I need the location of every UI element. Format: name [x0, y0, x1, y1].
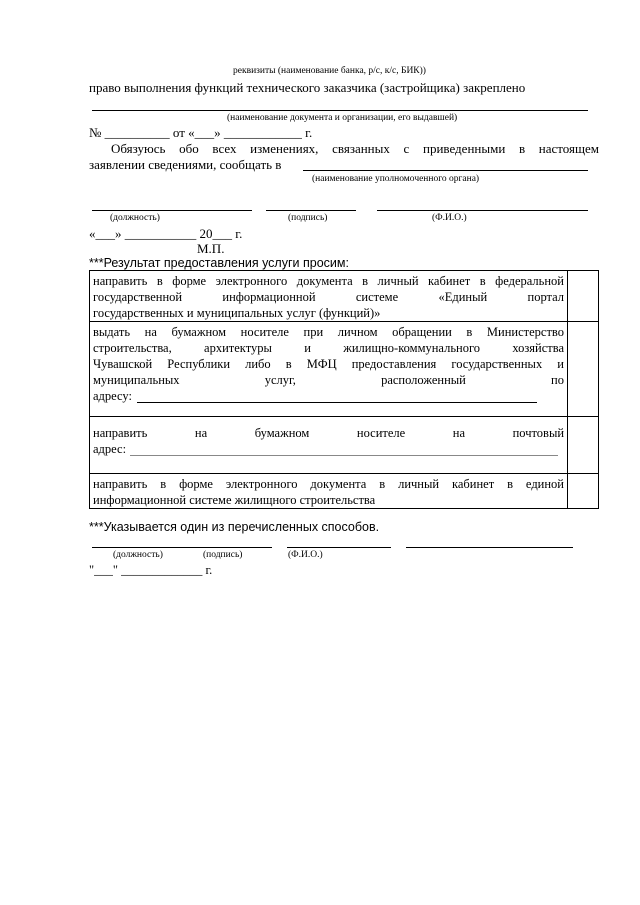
name-field-line-2[interactable]	[406, 547, 573, 548]
signature-caption: (подпись)	[288, 213, 328, 223]
option-text-postal	[90, 417, 568, 474]
postal-address-field-line[interactable]	[130, 455, 558, 456]
option-epgu-line-2: государственной информационной системе «Единый портал	[93, 290, 565, 304]
option-paper-line-3: Чувашской Республики либо в МФЦ предоставления государственных и	[93, 357, 564, 371]
option-eisgs-line-2: информационной системе жилищного строительства	[93, 493, 376, 507]
bank-details-caption: реквизиты (наименование банка, р/с, к/с, БИК))	[233, 66, 426, 76]
obligation-text-1: Обязуюсь обо всех изменениях, связанных с приведенными в настоящем	[111, 141, 599, 156]
option-paper-line-2: строительства, архитектуры и жилищно-коммунального хозяйства	[93, 341, 565, 355]
obligation-line-2: заявлении сведениями, сообщать в	[89, 157, 282, 172]
position-caption: (должность)	[110, 213, 160, 223]
option-row-eisgs	[90, 474, 599, 509]
address-field-line[interactable]	[137, 402, 537, 403]
document-org-caption: (наименование документа и организации, его выдавшей)	[227, 113, 458, 123]
date-line-2[interactable]: "___" _____________ г.	[89, 563, 213, 577]
name-caption-2: (Ф.И.О.)	[288, 550, 323, 560]
document-org-field-line[interactable]	[92, 110, 588, 111]
option-paper-line-4: муниципальных услуг, расположенный по	[93, 373, 564, 387]
authority-field-line[interactable]	[303, 170, 588, 171]
option-checkbox-paper-personal[interactable]	[568, 322, 599, 417]
signature-caption-2: (подпись)	[203, 550, 243, 560]
option-text-epgu	[90, 271, 568, 322]
right-statement: право выполнения функций технического заказчика (застройщика) закреплено	[89, 80, 526, 95]
option-text-paper-personal	[90, 322, 568, 417]
authority-caption: (наименование уполномоченного органа)	[312, 174, 480, 184]
document-number-line[interactable]: № __________ от «___» ____________ г.	[89, 125, 313, 140]
position-field-line[interactable]	[92, 210, 252, 211]
option-paper-line-5	[93, 388, 564, 404]
option-checkbox-eisgs[interactable]	[568, 474, 599, 509]
option-row-postal	[90, 417, 599, 474]
option-checkbox-epgu[interactable]	[568, 271, 599, 322]
option-postal-line-2	[93, 441, 564, 457]
option-paper-line-1: выдать на бумажном носителе при личном обращении в Министерство	[93, 325, 564, 339]
option-epgu-line-1: направить в форме электронного документа в личный кабинет в федеральной	[93, 274, 564, 288]
option-checkbox-postal[interactable]	[568, 417, 599, 474]
option-epgu-line-3: государственных и муниципальных услуг (функций)»	[93, 306, 381, 320]
option-row-epgu	[90, 271, 599, 322]
option-text-eisgs	[90, 474, 568, 509]
position-caption-2: (должность)	[113, 550, 163, 560]
name-field-line[interactable]	[377, 210, 588, 211]
address-label: адресу:	[93, 389, 132, 403]
postal-address-label: адрес:	[93, 442, 127, 456]
signature-field-line-2[interactable]	[287, 547, 391, 548]
option-eisgs-line-1: направить в форме электронного документа в личный кабинет в единой	[93, 477, 564, 491]
signature-field-line[interactable]	[266, 210, 356, 211]
option-row-paper-personal	[90, 322, 599, 417]
stamp-label: М.П.	[197, 241, 225, 256]
footnote: ***Указывается один из перечисленных способов.	[89, 520, 380, 534]
obligation-line-1	[89, 141, 599, 157]
position-field-line-2[interactable]	[92, 547, 272, 548]
result-header: ***Результат предоставления услуги просим:	[89, 256, 349, 270]
name-caption: (Ф.И.О.)	[432, 213, 467, 223]
delivery-options-table	[89, 270, 599, 509]
option-postal-line-1: направить на бумажном носителе на почтовый	[93, 426, 565, 440]
date-line[interactable]: «___» ___________ 20___ г.	[89, 226, 243, 241]
